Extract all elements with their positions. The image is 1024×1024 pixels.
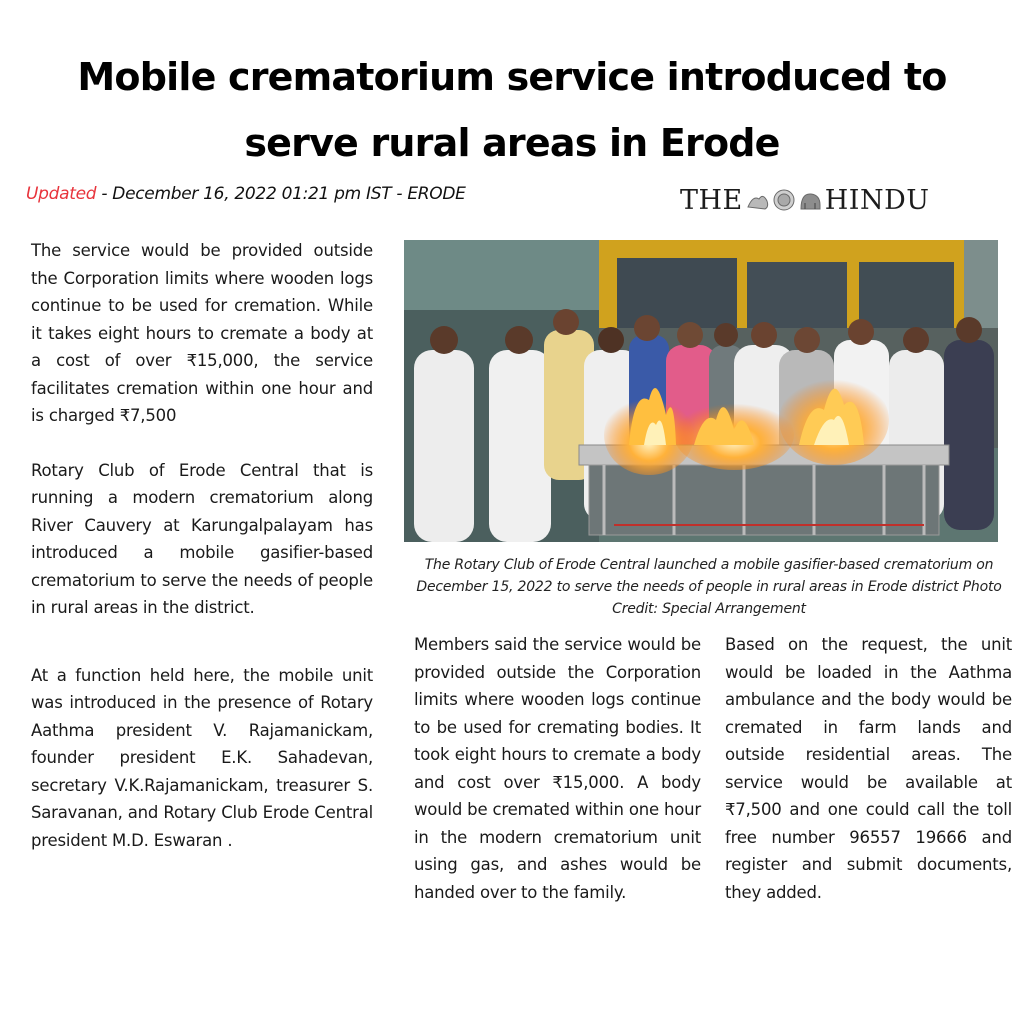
paragraph: At a function held here, the mobile unit was introduced in the presence of Rotary Aathma president V. Rajamanickam, founder president E.K. Sahadevan, secretary V.K.Rajamanickam, treasurer S. Saravanan, and Rotary Club Erode Central president M.D. Eswaran . <box>31 665 373 850</box>
logo-word-the: THE <box>680 184 743 216</box>
the-hindu-logo <box>680 184 955 216</box>
left-column <box>31 237 373 854</box>
dateline <box>26 182 466 206</box>
photo-caption: The Rotary Club of Erode Central launched a mobile gasifier-based crematorium on December 15, 2022 to serve the needs of people in rural areas in Erode district Photo Credit: Special Arrangement <box>416 557 1002 617</box>
article-photo <box>404 240 998 542</box>
updated-label: Updated <box>26 184 97 204</box>
emblem-icon <box>745 187 823 213</box>
paragraph: Based on the request, the unit would be loaded in the Aathma ambulance and the body would be cremated in farm lands and outside residential areas. The service would be available at ₹7,500 and one could call the toll free number 96557 19666 and register and submit documents, they added. <box>725 635 1012 902</box>
article-headline <box>0 44 1024 176</box>
right-column <box>725 631 1012 906</box>
dateline-text: - December 16, 2022 01:21 pm IST - ERODE <box>96 184 466 204</box>
headline-line-1: Mobile crematorium service introduced to <box>77 55 947 99</box>
paragraph: The service would be provided outside the Corporation limits where wooden logs continue to be used for cremation. While it takes eight hours to cremate a body at a cost of over ₹15,000, the service facilitates cremation within one hour and is charged ₹7,500 <box>31 241 373 425</box>
logo-word-hindu: HINDU <box>824 184 930 216</box>
paragraph: Members said the service would be provided outside the Corporation limits where wooden logs continue to be used for cremating bodies. It took eight hours to cremate a body and cost over ₹15,000. A body would be cremated within one hour in the modern crematorium unit using gas, and ashes would be handed over to the family. <box>414 635 701 902</box>
middle-column <box>414 631 701 906</box>
headline-line-2: serve rural areas in Erode <box>244 121 780 165</box>
photo-illustration <box>404 240 998 542</box>
paragraph: Rotary Club of Erode Central that is running a modern crematorium along River Cauvery at Karungalpalayam has introduced a mobile gasifier-based crematorium to serve the needs of people in rural areas in the district. <box>31 460 373 617</box>
